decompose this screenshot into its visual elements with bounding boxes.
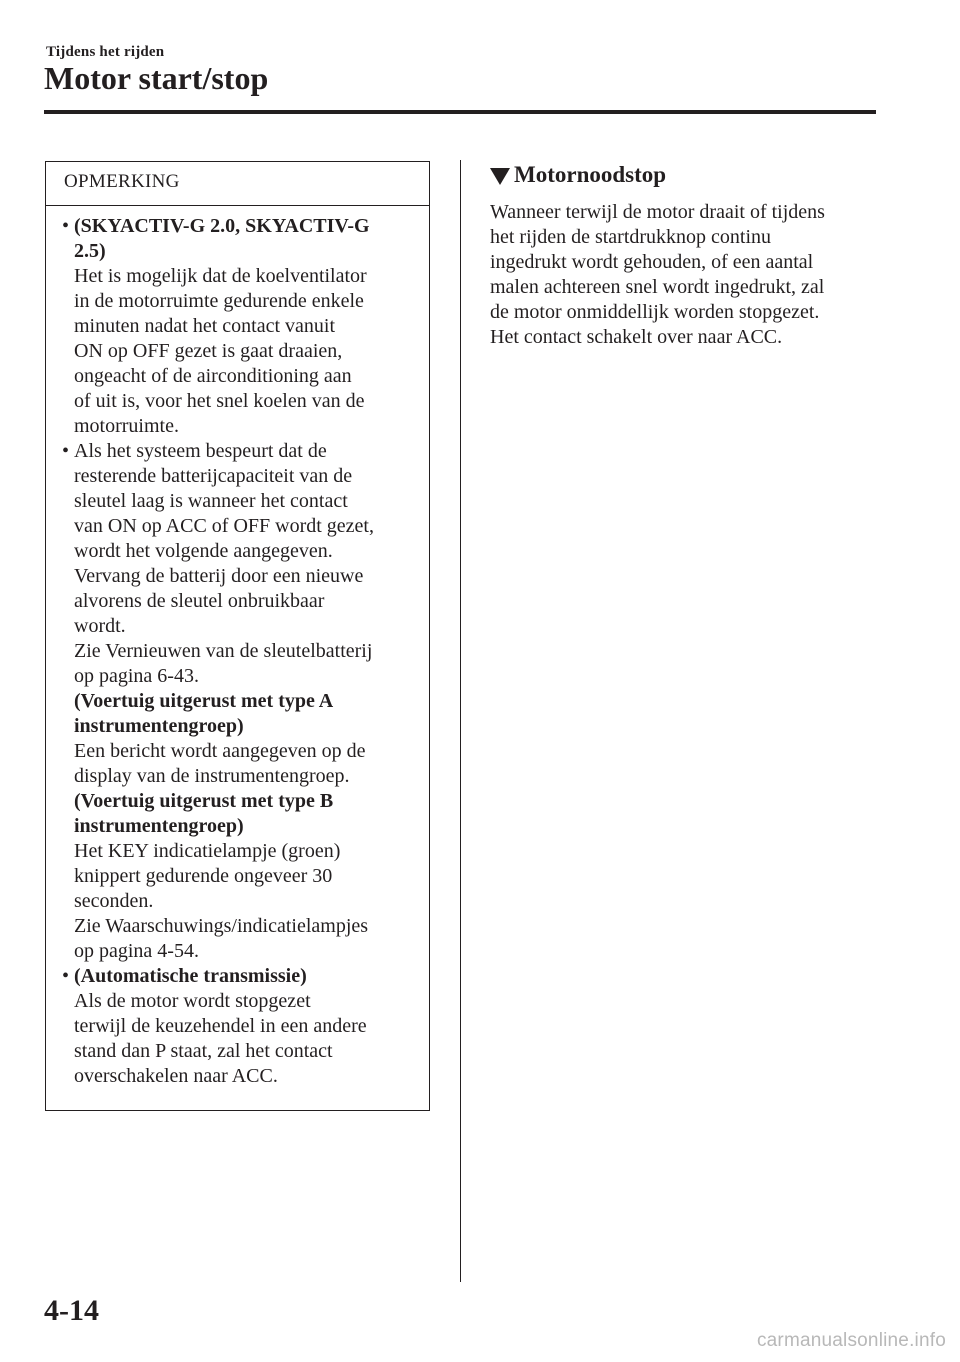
note-line: Als de motor wordt stopgezet [74, 990, 311, 1012]
note-line: van ON op ACC of OFF wordt gezet, [74, 515, 374, 537]
section-heading [490, 158, 890, 192]
title-rule [44, 110, 876, 114]
paragraph-line: Het contact schakelt over naar ACC. [490, 326, 783, 348]
note-line: ON op OFF gezet is gaat draaien, [74, 340, 343, 362]
note-line: (SKYACTIV-G 2.0, SKYACTIV-G [74, 215, 370, 237]
watermark: carmanualsonline.info [756, 1330, 946, 1351]
note-line: (Voertuig uitgerust met type A [74, 690, 334, 712]
note-line: Zie Waarschuwings/indicatielampjes [74, 915, 369, 937]
note-box [45, 161, 430, 1111]
note-line: seconden. [74, 890, 154, 912]
bullet-icon: • [62, 440, 70, 462]
note-line: op pagina 6-43. [74, 665, 199, 687]
note-line: sleutel laag is wanneer het contact [74, 490, 348, 512]
paragraph-line: het rijden de startdrukknop continu [490, 226, 772, 248]
note-line: instrumentengroep) [74, 715, 244, 737]
note-line: display van de instrumentengroep. [74, 765, 350, 787]
note-line: resterende batterijcapaciteit van de [74, 465, 353, 487]
note-item [64, 214, 421, 439]
triangle-down-icon [490, 168, 510, 185]
note-heading: OPMERKING [46, 162, 429, 206]
note-line: wordt het volgende aangegeven. [74, 540, 333, 562]
note-line: (Voertuig uitgerust met type B [74, 790, 334, 812]
note-line: Vervang de batterij door een nieuwe [74, 565, 364, 587]
note-line: (Automatische transmissie) [74, 965, 307, 987]
note-line: of uit is, voor het snel koelen van de [74, 390, 365, 412]
bullet-icon: • [62, 965, 70, 987]
note-line: motorruimte. [74, 415, 179, 437]
note-line: overschakelen naar ACC. [74, 1065, 278, 1087]
note-line: Zie Vernieuwen van de sleutelbatterij [74, 640, 373, 662]
note-line: instrumentengroep) [74, 815, 244, 837]
paragraph-line: de motor onmiddellijk worden stopgezet. [490, 301, 820, 323]
note-line: wordt. [74, 615, 126, 637]
page-title: Motor start/stop [44, 60, 269, 96]
note-line: 2.5) [74, 240, 106, 262]
note-line: terwijl de keuzehendel in een andere [74, 1015, 367, 1037]
section-label: Tijdens het rijden [46, 44, 165, 60]
note-line: Het is mogelijk dat de koelventilator [74, 265, 367, 287]
note-item [64, 964, 421, 1089]
note-line: knippert gedurende ongeveer 30 [74, 865, 333, 887]
note-body [46, 206, 429, 1089]
note-line: Het KEY indicatielampje (groen) [74, 840, 341, 862]
note-line: ongeacht of de airconditioning aan [74, 365, 352, 387]
page-number: 4-14 [44, 1294, 99, 1327]
note-line: Een bericht wordt aangegeven op de [74, 740, 366, 762]
note-item [64, 439, 421, 964]
note-line: minuten nadat het contact vanuit [74, 315, 336, 337]
section-paragraph [490, 200, 890, 350]
note-line: op pagina 4-54. [74, 940, 199, 962]
note-line: stand dan P staat, zal het contact [74, 1040, 333, 1062]
paragraph-line: malen achtereen snel wordt ingedrukt, zal [490, 276, 825, 298]
note-line: alvorens de sleutel onbruikbaar [74, 590, 325, 612]
note-line: Als het systeem bespeurt dat de [74, 440, 327, 462]
column-divider [460, 160, 461, 1282]
paragraph-line: ingedrukt wordt gehouden, of een aantal [490, 251, 814, 273]
paragraph-line: Wanneer terwijl de motor draait of tijdens [490, 201, 825, 223]
section-heading-text: Motornoodstop [514, 162, 667, 187]
bullet-icon: • [62, 215, 70, 237]
right-column [490, 158, 890, 350]
note-line: in de motorruimte gedurende enkele [74, 290, 364, 312]
